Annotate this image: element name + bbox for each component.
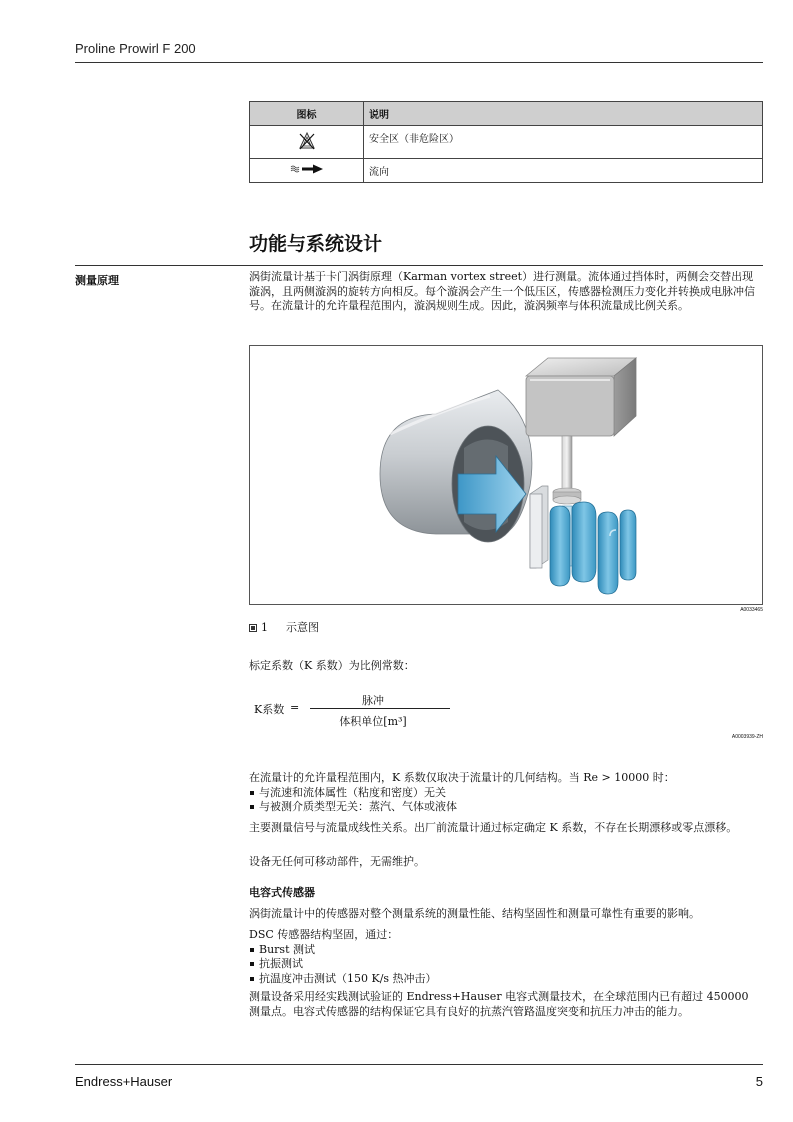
list-item: 与流速和流体属性（粘度和密度）无关 [249,786,763,801]
vortex-meter-illustration [250,346,762,604]
formula-intro: 标定系数（K 系数）为比例常数： [249,659,415,672]
paragraph: 主要测量信号与流量成线性关系。出厂前流量计通过标定确定 K 系数，不存在长期漂移或零点漂移。 [249,821,738,834]
column-header-symbol: 图标 [250,102,364,126]
description-cell: 流向 [364,159,763,183]
paragraph: 在流量计的允许量程范围内，K 系数仅取决于流量计的几何结构。当 Re > 10000 时： [249,771,675,784]
side-label: 测量原理 [75,274,119,287]
measuring-principle-figure [249,345,763,605]
list-item: 与被测介质类型无关：蒸汽、气体或液体 [249,800,763,815]
running-header: Proline Prowirl F 200 [75,41,196,56]
formula-equals: = [290,701,300,714]
section-title: 功能与系统设计 [249,233,383,255]
table-row [250,159,763,183]
fraction-line [310,708,450,709]
figure-icon [249,624,257,632]
subheading: 电容式传感器 [249,886,315,899]
table-row [250,126,763,159]
list-item: 抗温度冲击测试（150 K/s 热冲击） [249,972,763,987]
bullet-list [249,786,763,815]
formula-numerator: 脉冲 [362,694,384,707]
bullet-list [249,943,763,987]
intro-paragraph: 涡街流量计基于卡门涡街原理（Karman vortex street）进行测量。流体通过挡体时，两侧会交替出现漩涡，且两侧漩涡的旋转方向相反。每个漩涡会产生一个低压区，传感器检测压力变化并转换成电脉冲信号。在流量计的允许量程范围内，漩涡规则生成。因此，漩涡频率与体积流量成比例关系。 [249,270,755,312]
symbol-cell [250,159,364,183]
column-header-description: 说明 [364,102,763,126]
section-divider [75,265,763,266]
figure-number: 1 [261,621,268,634]
list-item: 抗振测试 [249,957,763,972]
figure-caption-text: 示意图 [286,621,319,634]
symbol-legend-table [249,101,763,183]
list-item: Burst 测试 [249,943,763,958]
page-number: 5 [755,1074,763,1089]
formula-code: A0003939-ZH [731,734,763,740]
paragraph: 涡街流量计中的传感器对整个测量系统的测量性能、结构坚固性和测量可靠性有重要的影响。 [249,907,700,920]
flow-direction-icon [290,164,324,174]
symbol-cell [250,126,364,159]
non-hazardous-area-icon [298,131,316,151]
figure-caption [249,619,319,635]
body-block-1 [249,771,763,815]
formula-denominator: 体积单位[m³] [339,715,407,728]
body-block-2 [249,928,763,986]
paragraph: 测量设备采用经实践测试验证的 Endress+Hauser 电容式测量技术，在全球范围内已有超过 450000 测量点。电容式传感器的结构保证它具有良好的抗蒸汽管路温度突变和抗压力冲击的能力。 [249,990,749,1018]
table-header-row [250,102,763,126]
footer-brand: Endress+Hauser [75,1074,173,1089]
description-cell: 安全区（非危险区） [364,126,763,159]
paragraph: DSC 传感器结构坚固，通过： [249,928,399,941]
footer-divider [75,1064,763,1065]
paragraph: 设备无任何可移动部件，无需维护。 [249,855,425,868]
figure-code: A0033465 [740,607,763,613]
header-divider [75,62,763,63]
formula-lhs: K系数 [254,703,285,716]
